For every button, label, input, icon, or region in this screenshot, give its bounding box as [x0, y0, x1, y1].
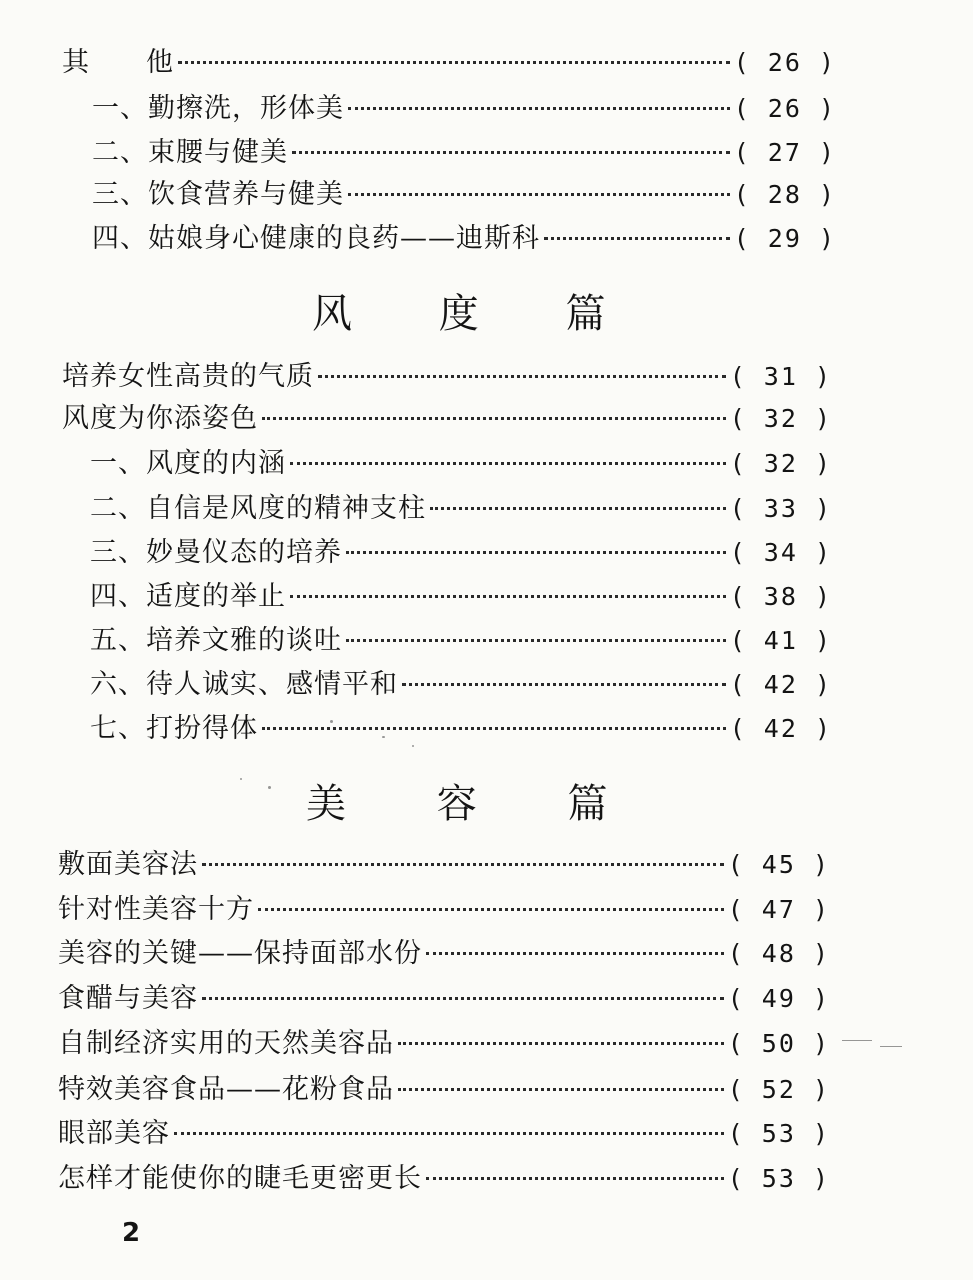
toc-entry-title: 六、待人诚实、感情平和 — [90, 669, 398, 700]
toc-entry — [58, 1027, 830, 1061]
leader-dots — [346, 639, 726, 642]
leader-dots — [346, 551, 726, 554]
leader-dots — [292, 151, 730, 154]
toc-entry-page: ( 49 ) — [727, 984, 830, 1013]
section-heading — [306, 780, 609, 828]
toc-entry — [62, 402, 832, 436]
toc-entry-page: ( 45 ) — [727, 850, 830, 879]
toc-entry-title: 其 他 — [62, 47, 174, 78]
heading-char: 风 — [312, 291, 354, 337]
toc-entry-page: ( 48 ) — [727, 939, 830, 968]
toc-entry-page: ( 50 ) — [727, 1029, 830, 1058]
toc-entry — [90, 492, 832, 526]
leader-dots — [202, 997, 724, 1000]
toc-entry — [58, 848, 830, 882]
toc-entry — [58, 1117, 830, 1151]
toc-entry — [90, 447, 832, 481]
toc-entry-title: 风度为你添姿色 — [62, 403, 258, 434]
leader-dots — [426, 952, 724, 955]
toc-entry-page: ( 34 ) — [729, 538, 832, 567]
toc-entry — [62, 46, 836, 80]
leader-dots — [290, 462, 726, 465]
toc-entry-title: 七、打扮得体 — [90, 713, 258, 744]
heading-char: 篇 — [567, 781, 610, 827]
heading-char: 度 — [438, 291, 481, 337]
toc-entry-title: 四、姑娘身心健康的良药——迪斯科 — [92, 223, 540, 254]
toc-entry-title: 美容的关键——保持面部水份 — [58, 938, 422, 969]
scan-speck — [412, 745, 414, 747]
toc-entry-title: 培养女性高贵的气质 — [62, 361, 314, 392]
toc-entry — [92, 178, 836, 212]
toc-entry-title: 一、勤擦洗，形体美 — [92, 93, 344, 124]
scan-speck — [382, 736, 385, 738]
leader-dots — [426, 1177, 724, 1180]
leader-dots — [178, 61, 730, 64]
toc-entry-title: 二、自信是风度的精神支柱 — [90, 493, 426, 524]
toc-entry-page: ( 26 ) — [733, 94, 836, 123]
leader-dots — [318, 375, 726, 378]
toc-entry-title: 敷面美容法 — [58, 849, 198, 880]
toc-entry-title: 针对性美容十方 — [58, 894, 254, 925]
scan-speck — [330, 720, 333, 723]
toc-entry-page: ( 52 ) — [727, 1075, 830, 1104]
toc-entry-title: 食醋与美容 — [58, 983, 198, 1014]
toc-entry-title: 三、饮食营养与健美 — [92, 179, 344, 210]
leader-dots — [402, 683, 726, 686]
heading-char: 容 — [436, 781, 479, 827]
leader-dots — [348, 107, 730, 110]
toc-entry — [58, 893, 830, 927]
toc-entry — [90, 536, 832, 570]
scan-speck — [356, 728, 358, 730]
leader-dots — [262, 417, 726, 420]
leader-dots — [398, 1042, 724, 1045]
toc-entry-title: 五、培养文雅的谈吐 — [90, 625, 342, 656]
heading-char: 篇 — [565, 291, 608, 337]
toc-entry-title: 一、风度的内涵 — [90, 448, 286, 479]
toc-entry-page: ( 42 ) — [729, 714, 832, 743]
scan-speck — [268, 786, 271, 789]
toc-entry — [92, 92, 836, 126]
leader-dots — [258, 908, 724, 911]
leader-dots — [430, 507, 726, 510]
toc-entry-page: ( 42 ) — [729, 670, 832, 699]
toc-entry — [92, 136, 836, 170]
section-heading — [312, 290, 607, 338]
toc-entry-page: ( 29 ) — [733, 224, 836, 253]
toc-entry — [58, 937, 830, 971]
leader-dots — [348, 193, 730, 196]
toc-entry-page: ( 32 ) — [729, 449, 832, 478]
toc-entry-page: ( 53 ) — [727, 1164, 830, 1193]
heading-char: 美 — [306, 781, 348, 827]
toc-entry-title: 三、妙曼仪态的培养 — [90, 537, 342, 568]
toc-entry — [92, 222, 836, 256]
toc-entry-page: ( 27 ) — [733, 138, 836, 167]
toc-entry-page: ( 41 ) — [729, 626, 832, 655]
leader-dots — [290, 595, 726, 598]
toc-entry-title: 二、束腰与健美 — [92, 137, 288, 168]
toc-entry — [90, 580, 832, 614]
page-number: 2 — [122, 1218, 141, 1248]
toc-entry — [90, 624, 832, 658]
toc-entry-page: ( 38 ) — [729, 582, 832, 611]
leader-dots — [262, 727, 726, 730]
toc-entry — [90, 712, 832, 746]
toc-entry-page: ( 47 ) — [727, 895, 830, 924]
toc-entry-title: 自制经济实用的天然美容品 — [58, 1028, 394, 1059]
toc-entry-title: 四、适度的举止 — [90, 581, 286, 612]
toc-entry-page: ( 26 ) — [733, 48, 836, 77]
toc-entry-page: ( 33 ) — [729, 494, 832, 523]
scan-speck — [842, 1040, 872, 1041]
scan-speck — [880, 1046, 902, 1047]
leader-dots — [174, 1132, 724, 1135]
scan-speck — [240, 778, 242, 780]
toc-entry-title: 特效美容食品——花粉食品 — [58, 1074, 394, 1105]
toc-entry-page: ( 28 ) — [733, 180, 836, 209]
toc-entry — [58, 982, 830, 1016]
toc-entry-page: ( 31 ) — [729, 362, 832, 391]
toc-entry — [58, 1073, 830, 1107]
toc-entry-page: ( 32 ) — [729, 404, 832, 433]
toc-entry — [62, 360, 832, 394]
toc-entry — [90, 668, 832, 702]
toc-entry-title: 怎样才能使你的睫毛更密更长 — [58, 1163, 422, 1194]
leader-dots — [398, 1088, 724, 1091]
toc-entry-title: 眼部美容 — [58, 1118, 170, 1149]
leader-dots — [202, 863, 724, 866]
toc-entry — [58, 1162, 830, 1196]
toc-entry-page: ( 53 ) — [727, 1119, 830, 1148]
leader-dots — [544, 237, 730, 240]
